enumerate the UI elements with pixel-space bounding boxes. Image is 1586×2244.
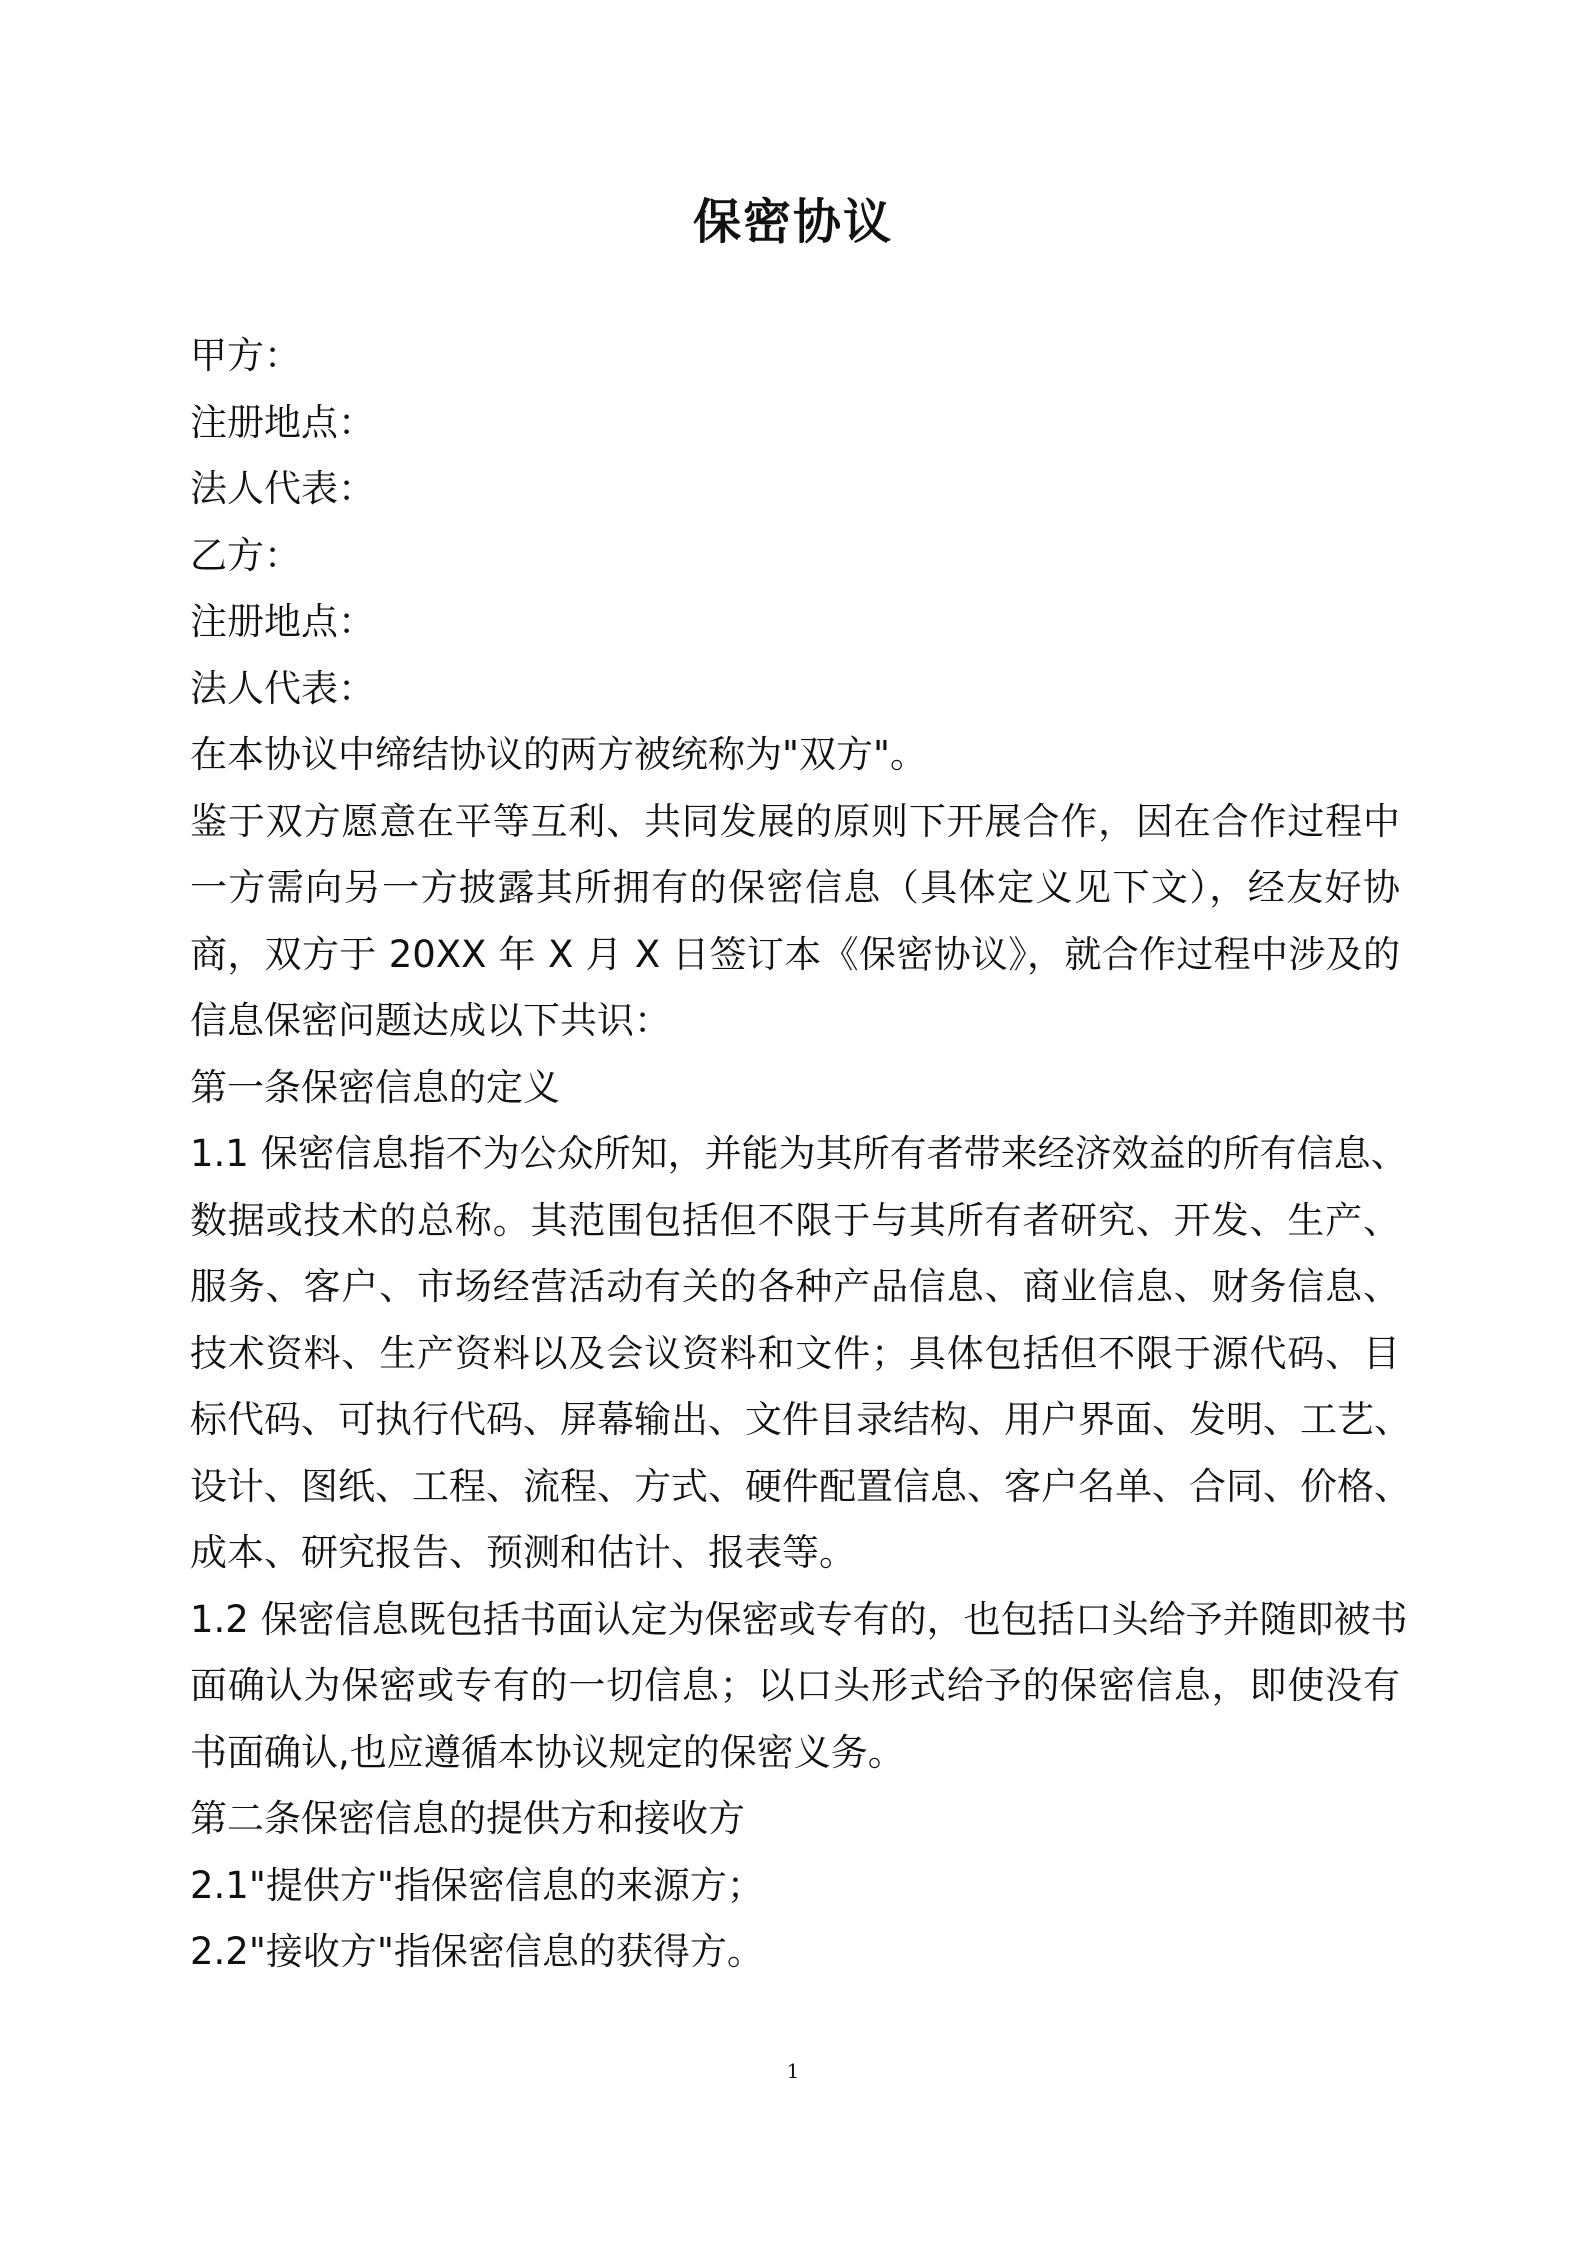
text-line: 注册地点： (190, 400, 375, 444)
text-line: 法人代表： (190, 666, 375, 710)
page-number: 1 (786, 2059, 800, 2083)
text-line: 甲方： (190, 334, 301, 377)
text-line: 设计、图纸、工程、流程、方式、硬件配置信息、客户名单、合同、价格、 (190, 1464, 1411, 1508)
text-line: 书面确认,也应遵循本协议规定的保密义务。 (190, 1730, 905, 1774)
document-body (190, 323, 1411, 1986)
text-line: 商，双方于 20XX 年 X 月 X 日签订本《保密协议》，就合作过程中涉及的 (190, 932, 1400, 976)
text-line: 面确认为保密或专有的一切信息；以口头形式给予的保密信息，即使没有 (190, 1664, 1400, 1707)
text-line: 第二条保密信息的提供方和接收方 (190, 1797, 745, 1840)
text-line: 2.2"接收方"指保密信息的获得方。 (190, 1930, 764, 1973)
text-line: 数据或技术的总称。其范围包括但不限于与其所有者研究、开发、生产、 (190, 1198, 1400, 1242)
text-line: 一方需向另一方披露其所拥有的保密信息（具体定义见下文），经友好协 (190, 866, 1400, 909)
text-line: 2.1"提供方"指保密信息的来源方； (190, 1863, 764, 1907)
text-line: 成本、研究报告、预测和估计、报表等。 (190, 1531, 856, 1574)
document-title: 保密协议 (692, 194, 893, 250)
text-line: 注册地点： (190, 600, 375, 643)
text-line: 法人代表： (190, 467, 375, 510)
text-line: 1.2 保密信息既包括书面认定为保密或专有的，也包括口头给予并随即被书 (190, 1597, 1408, 1641)
text-line: 服务、客户、市场经营活动有关的各种产品信息、商业信息、财务信息、 (190, 1265, 1400, 1308)
text-line: 在本协议中缔结协议的两方被统称为"双方"。 (190, 733, 928, 776)
text-line: 鉴于双方愿意在平等互利、共同发展的原则下开展合作，因在合作过程中 (190, 799, 1400, 843)
text-line: 信息保密问题达成以下共识： (190, 999, 671, 1042)
text-line: 1.1 保密信息指不为公众所知，并能为其所有者带来经济效益的所有信息、 (190, 1132, 1408, 1175)
text-line: 技术资料、生产资料以及会议资料和文件；具体包括但不限于源代码、目 (190, 1331, 1400, 1375)
text-line: 乙方： (190, 533, 301, 577)
text-line: 第一条保密信息的定义 (190, 1065, 560, 1109)
text-line: 标代码、可执行代码、屏幕输出、文件目录结构、用户界面、发明、工艺、 (190, 1398, 1411, 1441)
